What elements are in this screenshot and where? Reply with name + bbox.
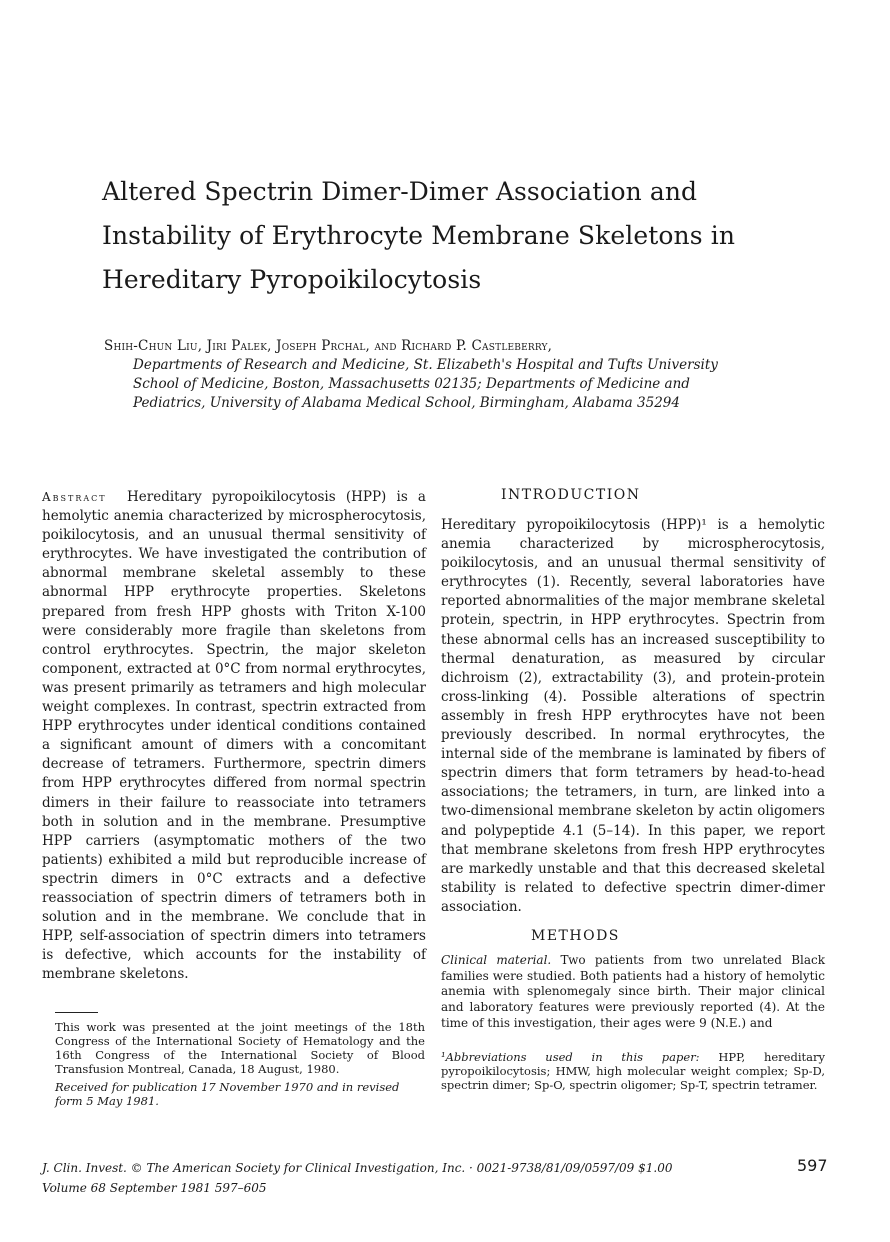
introduction-heading: INTRODUCTION — [501, 487, 641, 503]
footnote-divider — [55, 1012, 98, 1013]
abstract-label: Abstract — [42, 490, 107, 504]
author-affiliation: Departments of Research and Medicine, St. Elizabeth's Hospital and Tufts University School of Medicine, Boston, Massachusetts 02135; Departments of Medicine and Pediatrics, University of Alabama Medical School, Birmingham, Alabama 35294 — [133, 357, 718, 411]
article-title — [102, 170, 822, 302]
abbreviations-lead: ¹Abbreviations used in this paper: — [441, 1050, 700, 1064]
author-list: Shih-Chun Liu, Jiri Palek, Joseph Prchal, and Richard P. Castleberry, — [104, 338, 553, 354]
title-line-3: Hereditary Pyropoikilocytosis — [102, 265, 482, 294]
methods-body: Two patients from two unrelated Black families were studied. Both patients had a history of hemolytic anemia with splenomegaly since birth. Their major clinical and laboratory features were previously reported (4). At the time of this investigation, their ages were 9 (N.E.) and — [441, 953, 826, 1030]
methods-subheading: Clinical material. — [441, 953, 552, 967]
abstract-text: Hereditary pyropoikilocytosis (HPP) is a hemolytic anemia characterized by microspherocytosis, poikilocytosis, and an unusual thermal sensitivity of erythrocytes. We have investigated the contribution of abnormal membrane skeletal assembly to these abnormal HPP erythrocyte properties. Skeletons prepared from fresh HPP ghosts with Triton X-100 were considerably more fragile than skeletons from control erythrocytes. Spectrin, the major skeleton component, extracted at 0°C from normal erythrocytes, was present primarily as tetramers and high molecular weight complexes. In contrast, spectrin extracted from HPP erythrocytes under identical conditions contained a significant amount of dimers with a concomitant decrease of tetramers. Furthermore, spectrin dimers from HPP erythrocytes differed from normal spectrin dimers in their failure to reassociate into tetramers both in solution and in the membrane. Presumptive HPP carriers (asymptomatic mothers of the two patients) exhibited a mild but reproducible increase of spectrin dimers in 0°C extracts and a defective reassociation of spectrin dimers of tetramers both in solution and in the membrane. We conclude that in HPP, self-association of spectrin dimers into tetramers is defective, which accounts for the instability of membrane skeletons. — [42, 489, 426, 983]
presentation-footnote: This work was presented at the joint meetings of the 18th Congress of the International Society of Hematology and the 16th Congress of the International Society of Blood Transfusion Montreal, Canada, 18 August, 1980. — [55, 1020, 425, 1076]
journal-citation: J. Clin. Invest. © The American Society for Clinical Investigation, Inc. · 0021-9738/81/09/0597/09 $1.00 — [42, 1161, 673, 1175]
methods-heading: METHODS — [531, 928, 620, 944]
abbreviations-text: HPP, hereditary pyropoikilocytosis; HMW, high molecular weight complex; Sp-D, spectrin dimer; Sp-O, spectrin oligomer; Sp-T, spectrin tetramer. — [441, 1050, 825, 1092]
volume-info: Volume 68 September 1981 597–605 — [42, 1181, 267, 1195]
page-number: 597 — [797, 1156, 828, 1175]
introduction-text: Hereditary pyropoikilocytosis (HPP)¹ is a hemolytic anemia characterized by microspherocytosis, poikilocytosis, and an unusual thermal sensitivity of erythrocytes (1). Recently, several laboratories have reported abnormalities of the major membrane skeletal protein, spectrin, in HPP erythrocytes. Spectrin from these abnormal cells has an increased susceptibility to thermal denaturation, as measured by circular dichroism (2), extractability (3), and protein-protein cross-linking (4). Possible alterations of spectrin assembly in fresh HPP erythrocytes have not been previously described. In normal erythrocytes, the internal side of the membrane is laminated by fibers of spectrin dimers that form tetramers by head-to-head associations; the tetramers, in turn, are linked into a two-dimensional membrane skeleton by actin oligomers and polypeptide 4.1 (5–14). In this paper, we report that membrane skeletons from fresh HPP erythrocytes are markedly unstable and that this decreased skeletal stability is related to defective spectrin dimer-dimer association. — [441, 517, 825, 915]
title-line-2: Instability of Erythrocyte Membrane Skeletons in — [102, 221, 736, 250]
abstract — [42, 488, 426, 984]
title-line-1: Altered Spectrin Dimer-Dimer Association and — [102, 177, 698, 206]
received-date-note: Received for publication 17 November 1970 and in revised form 5 May 1981. — [55, 1080, 400, 1108]
methods-text — [441, 953, 825, 1032]
abbreviations-footnote — [441, 1050, 825, 1092]
